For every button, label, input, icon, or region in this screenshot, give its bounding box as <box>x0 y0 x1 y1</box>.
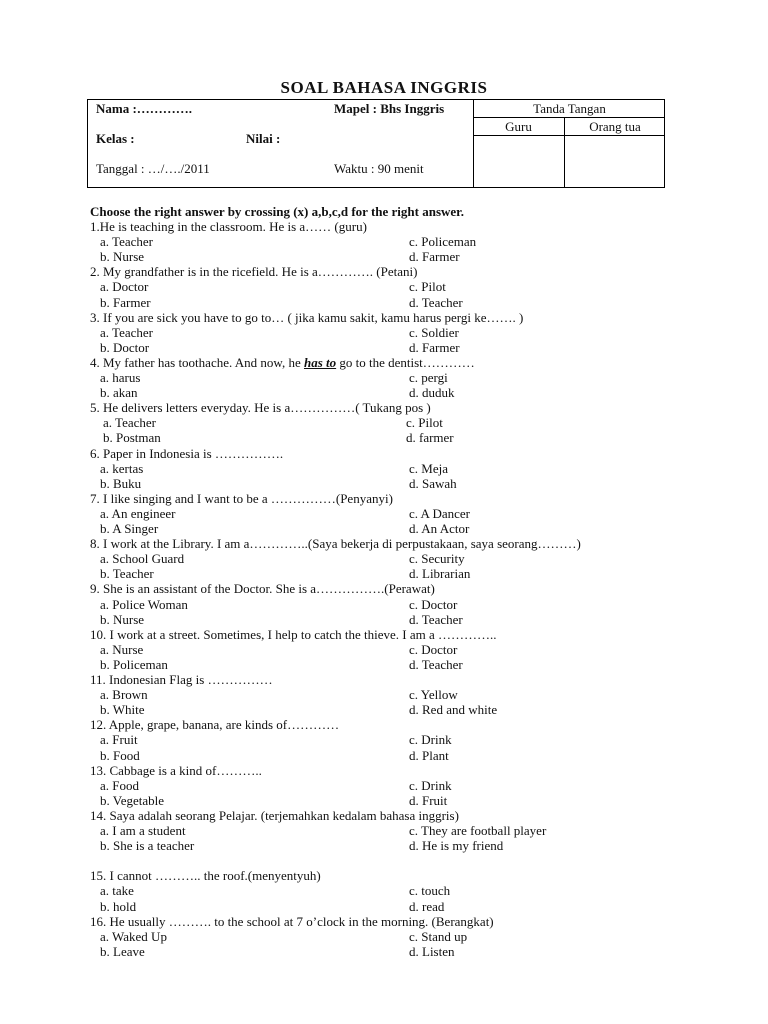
question-5-option-d[interactable]: d. farmer <box>406 430 454 446</box>
question-3-option-d[interactable]: d. Farmer <box>409 339 460 355</box>
tanda-tangan-label: Tanda Tangan <box>533 101 606 116</box>
question-7: 7. I like singing and I want to be a ……………(Penyanyi) <box>90 490 393 506</box>
question-14-option-b[interactable]: b. She is a teacher <box>100 838 195 854</box>
tanggal-field: Tanggal : …/…./2011 <box>96 161 210 176</box>
question-12-option-a[interactable]: a. Fruit <box>100 732 138 748</box>
question-9-option-d[interactable]: d. Teacher <box>409 611 463 627</box>
waktu-field: Waktu : 90 menit <box>334 161 424 176</box>
question-text-part: has to <box>303 354 337 370</box>
question-2-option-a[interactable]: a. Doctor <box>100 279 149 295</box>
question-14: 14. Saya adalah seorang Pelajar. (terjemahkan kedalam bahasa inggris) <box>90 807 459 823</box>
question-15-option-c[interactable]: c. touch <box>409 883 451 899</box>
question-6-option-a[interactable]: a. kertas <box>100 460 144 476</box>
question-1-option-c[interactable]: c. Policeman <box>409 234 477 250</box>
question-15-option-d[interactable]: d. read <box>409 898 445 914</box>
question-3: 3. If you are sick you have to go to… ( jika kamu sakit, kamu harus pergi ke……. ) <box>90 309 524 325</box>
question-11: 11. Indonesian Flag is …………… <box>90 672 273 687</box>
question-14-option-d[interactable]: d. He is my friend <box>409 838 504 854</box>
question-2: 2. My grandfather is in the ricefield. He is a…………. (Petani) <box>90 264 418 280</box>
question-10-option-c[interactable]: c. Doctor <box>409 641 458 657</box>
kelas-field: Kelas : <box>96 131 135 146</box>
question-1-option-d[interactable]: d. Farmer <box>409 249 460 265</box>
question-10-option-b[interactable]: b. Policeman <box>100 656 168 672</box>
question-4-option-c[interactable]: c. pergi <box>409 370 448 385</box>
orang-tua-signature-box <box>565 136 665 188</box>
mapel-field: Mapel : Bhs Inggris <box>334 101 445 116</box>
question-7-option-b[interactable]: b. A Singer <box>100 521 159 536</box>
question-10-option-a[interactable]: a. Nurse <box>100 641 144 657</box>
question-3-option-a[interactable]: a. Teacher <box>100 324 153 340</box>
question-13-option-b[interactable]: b. Vegetable <box>100 792 165 808</box>
question-16-option-d[interactable]: d. Listen <box>409 943 455 959</box>
question-15: 15. I cannot ……….. the roof.(menyentyuh) <box>90 868 321 884</box>
page-title: SOAL BAHASA INGGRIS <box>280 78 488 97</box>
question-3-option-c[interactable]: c. Soldier <box>409 324 459 340</box>
question-5-option-a[interactable]: a. Teacher <box>103 415 156 431</box>
question-12-option-c[interactable]: c. Drink <box>409 732 452 748</box>
question-1-option-b[interactable]: b. Nurse <box>100 249 145 265</box>
question-14-option-c[interactable]: c. They are football player <box>409 823 547 838</box>
question-4-option-b[interactable]: b. akan <box>100 385 138 401</box>
question-2-option-c[interactable]: c. Pilot <box>409 279 446 295</box>
instruction: Choose the right answer by crossing (x) a,b,c,d for the right answer. <box>90 204 464 219</box>
question-5: 5. He delivers letters everyday. He is a……………( Tukang pos ) <box>90 400 431 416</box>
guru-signature-box <box>474 136 564 188</box>
question-9-option-c[interactable]: c. Doctor <box>409 596 458 612</box>
question-text-part: 4. My father has toothache. And now, he <box>90 354 304 370</box>
question-12: 12. Apple, grape, banana, are kinds of………… <box>90 717 340 733</box>
question-6-option-d[interactable]: d. Sawah <box>409 475 457 491</box>
question-text-part: go to the dentist………… <box>336 354 475 370</box>
question-16-option-a[interactable]: a. Waked Up <box>100 928 167 944</box>
question-2-option-b[interactable]: b. Farmer <box>100 294 151 310</box>
question-8-option-c[interactable]: c. Security <box>409 551 465 567</box>
question-13-option-d[interactable]: d. Fruit <box>409 792 448 808</box>
question-15-option-a[interactable]: a. take <box>100 883 134 899</box>
question-10-option-d[interactable]: d. Teacher <box>409 656 463 672</box>
question-16-option-b[interactable]: b. Leave <box>100 943 145 959</box>
question-6: 6. Paper in Indonesia is ……………. <box>90 445 284 461</box>
question-8: 8. I work at the Library. I am a…………..(Saya bekerja di perpustakaan, saya seorang………) <box>90 536 581 552</box>
guru-label: Guru <box>505 119 532 134</box>
question-13: 13. Cabbage is a kind of……….. <box>90 762 262 778</box>
question-6-option-c[interactable]: c. Meja <box>409 460 448 476</box>
question-9: 9. She is an assistant of the Doctor. She is a…………….(Perawat) <box>90 581 435 597</box>
question-9-option-a[interactable]: a. Police Woman <box>100 596 188 612</box>
question-13-option-a[interactable]: a. Food <box>100 777 139 793</box>
question-16-option-c[interactable]: c. Stand up <box>409 928 468 944</box>
question-4-option-a[interactable]: a. harus <box>100 370 141 385</box>
question-1: 1.He is teaching in the classroom. He is a…… (guru) <box>90 219 367 234</box>
question-4 <box>90 355 475 370</box>
question-8-option-b[interactable]: b. Teacher <box>100 566 154 582</box>
question-12-option-b[interactable]: b. Food <box>100 747 140 763</box>
question-11-option-a[interactable]: a. Brown <box>100 687 148 703</box>
question-7-option-a[interactable]: a. An engineer <box>100 505 176 521</box>
question-12-option-d[interactable]: d. Plant <box>409 747 449 763</box>
orang-tua-label: Orang tua <box>589 119 641 134</box>
question-11-option-b[interactable]: b. White <box>100 702 145 718</box>
question-4-option-d[interactable]: d. duduk <box>409 385 455 401</box>
question-11-option-c[interactable]: c. Yellow <box>409 687 458 703</box>
nilai-field: Nilai : <box>246 131 281 146</box>
student-info-table <box>87 99 665 188</box>
question-6-option-b[interactable]: b. Buku <box>100 475 142 491</box>
question-11-option-d[interactable]: d. Red and white <box>409 702 498 718</box>
question-7-option-c[interactable]: c. A Dancer <box>409 505 471 521</box>
question-3-option-b[interactable]: b. Doctor <box>100 339 150 355</box>
question-16: 16. He usually ………. to the school at 7 o’clock in the morning. (Berangkat) <box>90 913 494 929</box>
question-15-option-b[interactable]: b. hold <box>100 898 137 914</box>
question-10: 10. I work at a street. Sometimes, I help to catch the thieve. I am a ………….. <box>90 626 497 642</box>
question-8-option-a[interactable]: a. School Guard <box>100 551 185 567</box>
question-13-option-c[interactable]: c. Drink <box>409 777 452 793</box>
question-5-option-b[interactable]: b. Postman <box>103 430 161 446</box>
nama-field: Nama :…………. <box>96 101 193 116</box>
question-9-option-b[interactable]: b. Nurse <box>100 611 145 627</box>
question-8-option-d[interactable]: d. Librarian <box>409 566 471 582</box>
question-2-option-d[interactable]: d. Teacher <box>409 294 463 310</box>
question-14-option-a[interactable]: a. I am a student <box>100 823 186 838</box>
question-1-option-a[interactable]: a. Teacher <box>100 234 153 250</box>
question-7-option-d[interactable]: d. An Actor <box>409 521 470 536</box>
question-5-option-c[interactable]: c. Pilot <box>406 415 443 431</box>
